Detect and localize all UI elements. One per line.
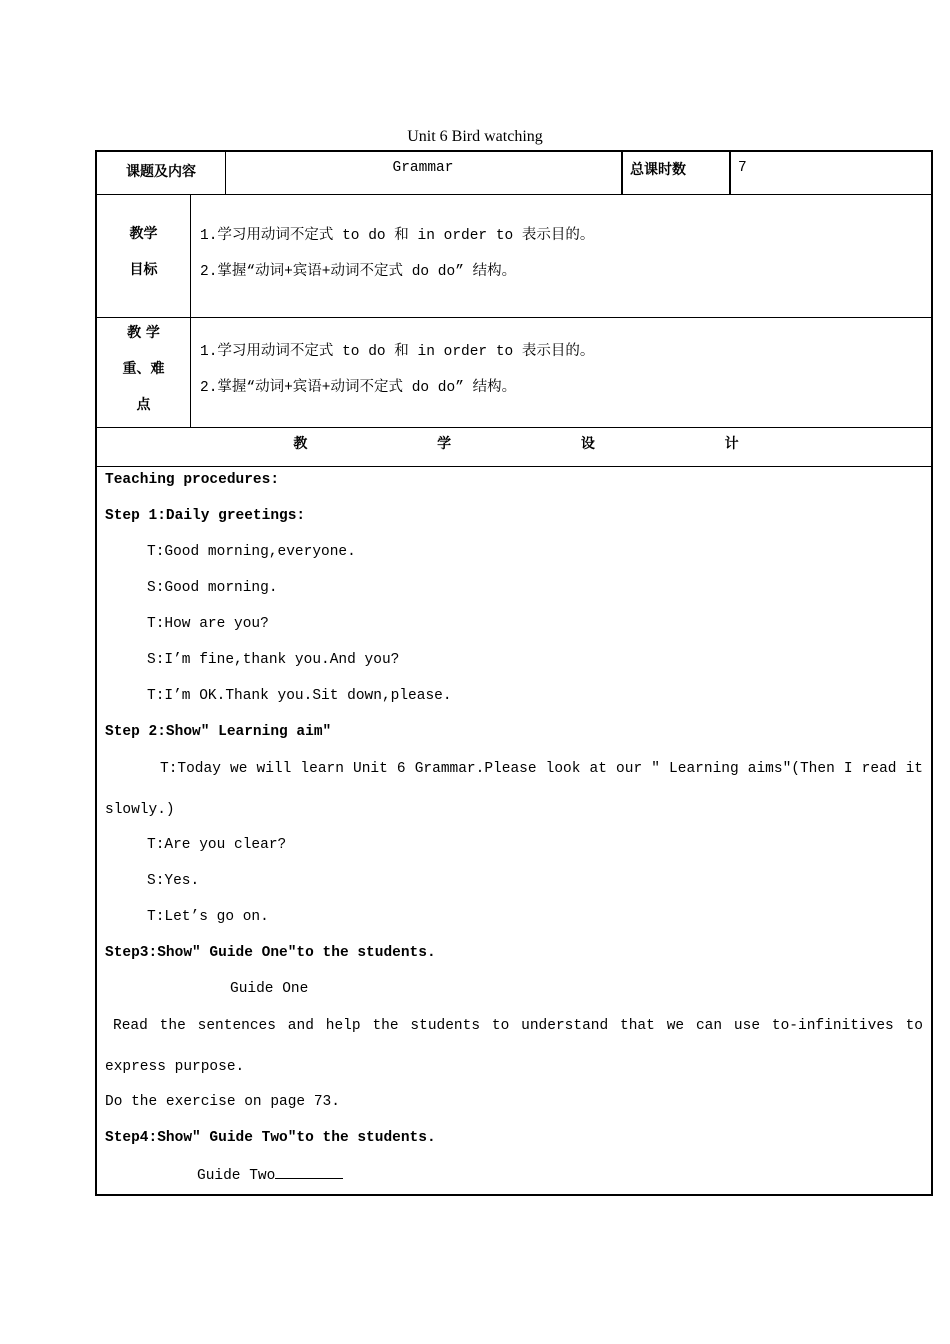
topic-label: 课题及内容 xyxy=(126,164,196,180)
topic-value: Grammar xyxy=(392,160,454,176)
objective-item-1: 1.学习用动词不定式 to do 和 in order to 表示目的。 xyxy=(200,228,595,244)
objectives-label-line2: 目标 xyxy=(129,262,158,278)
col-divider xyxy=(190,194,191,427)
keypoint-item-2: 2.掌握“动词+宾语+动词不定式 do do” 结构。 xyxy=(200,380,517,396)
row-divider xyxy=(97,317,931,318)
dialog-line: T:How are you? xyxy=(147,616,269,632)
step2-heading: Step 2:Show″ Learning aim″ xyxy=(105,724,332,740)
step4-heading: Step4:Show″ Guide Two″to the students. xyxy=(105,1130,436,1146)
document-title: Unit 6 Bird watching xyxy=(407,128,543,145)
guide-two-line xyxy=(197,1166,343,1184)
blank-underline xyxy=(275,1166,343,1179)
objectives-label-line1: 教学 xyxy=(129,226,158,242)
dialog-line: T:Good morning,everyone. xyxy=(147,544,356,560)
col-divider xyxy=(729,152,731,194)
lesson-plan-table xyxy=(95,150,933,1196)
guide-one-title: Guide One xyxy=(230,981,309,997)
col-divider xyxy=(621,152,623,194)
dialog-line: T:I’m OK.Thank you.Sit down,please. xyxy=(147,688,452,704)
step3-heading: Step3:Show″ Guide One″to the students. xyxy=(105,945,436,961)
dialog-line: T:Are you clear? xyxy=(147,837,287,853)
keypoints-label-line1: 教 学 xyxy=(127,325,160,341)
design-heading: 教 学 设 计 xyxy=(293,436,779,452)
dialog-line: S:Good morning. xyxy=(147,580,278,596)
total-hours-value: 7 xyxy=(738,160,747,176)
keypoints-label-line2: 重、难 xyxy=(122,361,165,377)
dialog-line: T:Let’s go on. xyxy=(147,909,269,925)
row-divider xyxy=(97,194,931,195)
step2-paragraph: T:Today we will learn Unit 6 Grammar.Please look at our ″ Learning aims″(Then I read it slowly.) xyxy=(105,761,923,818)
step1-heading: Step 1:Daily greetings: xyxy=(105,508,306,524)
guide-two-title: Guide Two xyxy=(197,1168,276,1184)
keypoints-label-line3: 点 xyxy=(136,397,151,413)
guide-one-paragraph: Read the sentences and help the students to understand that we can use to-infinitives to express purpose. xyxy=(105,1018,923,1075)
row-divider xyxy=(97,466,931,467)
keypoint-item-1: 1.学习用动词不定式 to do 和 in order to 表示目的。 xyxy=(200,344,595,360)
dialog-line: S:Yes. xyxy=(147,873,200,889)
total-hours-label: 总课时数 xyxy=(630,162,686,178)
row-divider xyxy=(97,427,931,428)
dialog-line: S:I’m fine,thank you.And you? xyxy=(147,652,400,668)
exercise-line: Do the exercise on page 73. xyxy=(105,1094,340,1110)
objective-item-2: 2.掌握“动词+宾语+动词不定式 do do” 结构。 xyxy=(200,264,517,280)
procedures-heading: Teaching procedures: xyxy=(105,472,280,488)
